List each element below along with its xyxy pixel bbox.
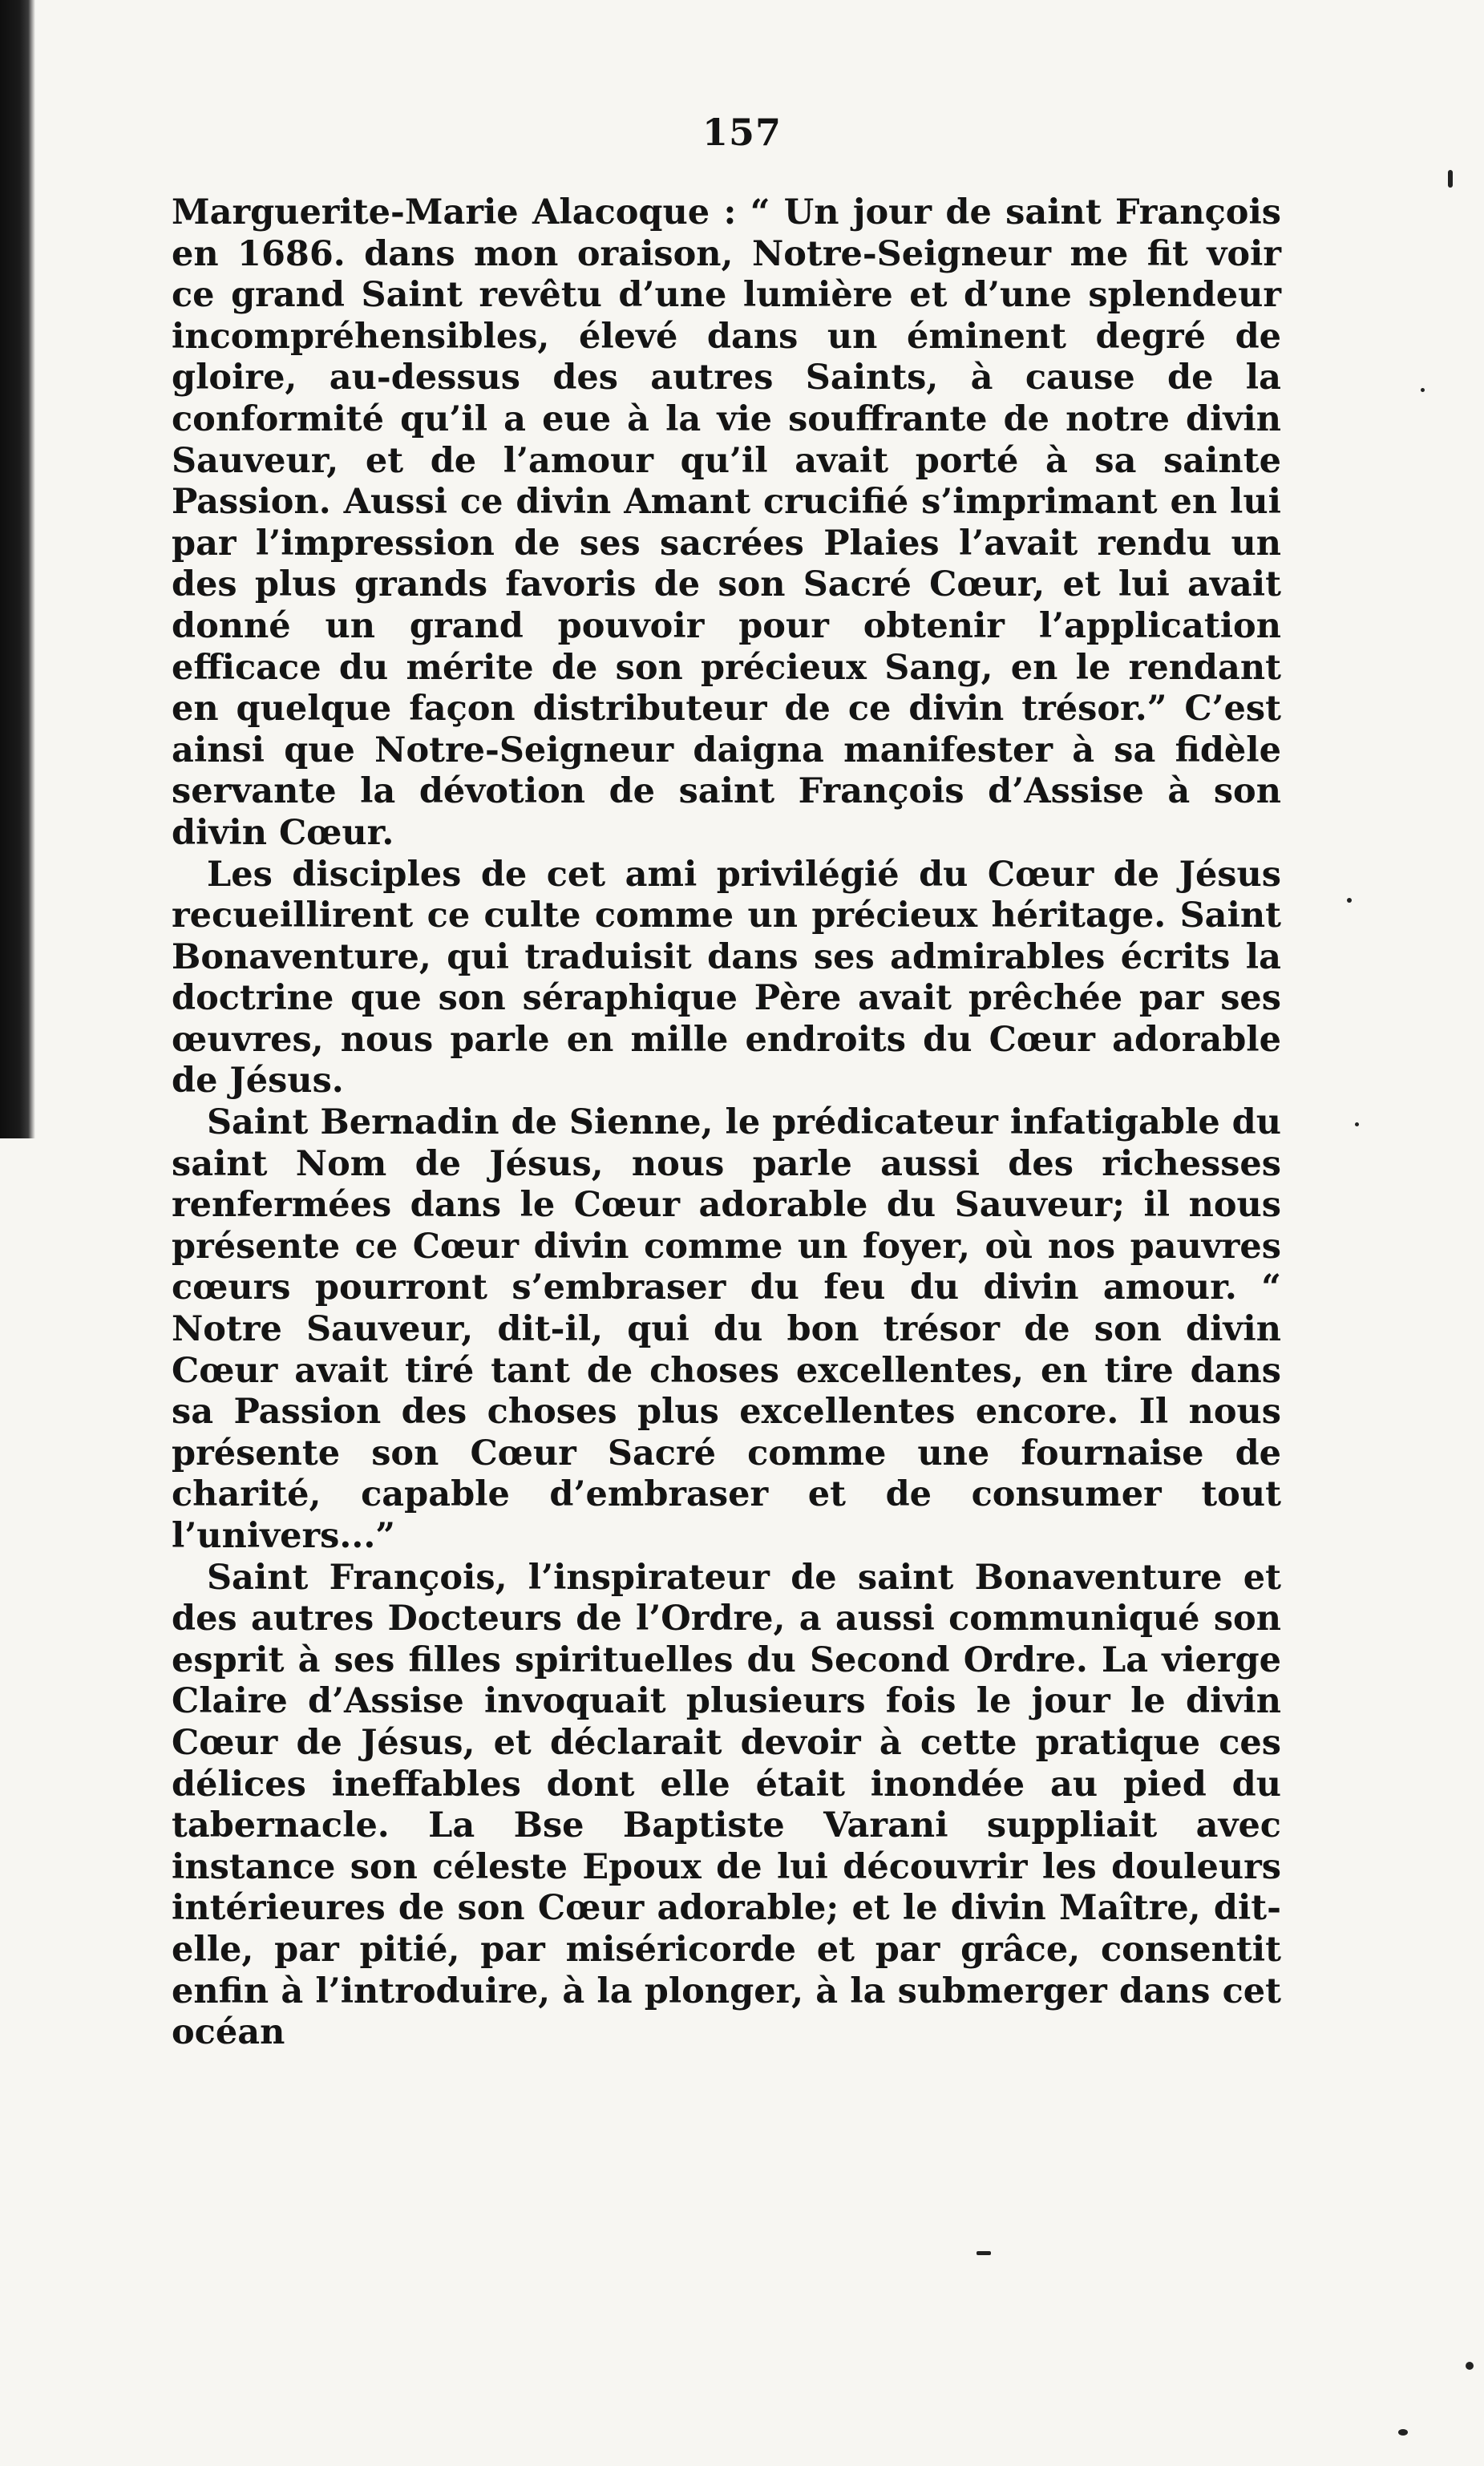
paragraph-4: Saint François, l’inspirateur de saint Bonaventure et des autres Docteurs de l’Ordre, a aussi communiqué son esprit à ses filles spirituelles du Second Ordre. La vierge Claire d’Assise invoquait plusieurs fois le jour le divin Cœur de Jésus, et déclarait devoir à cette pratique ces délices ineffables dont elle était inondée au pied du tabernacle. La Bse Baptiste Varani suppliait avec instance son céleste Epoux de lui découvrir les douleurs intérieures de son Cœur adorable; et le divin Maître, dit-elle, par pitié, par miséricorde et par grâce, consentit enfin à l’introduire, à la plonger, à la submerger dans cet océan	[172, 1557, 1281, 2053]
paragraph-3: Saint Bernadin de Sienne, le prédicateur infatigable du saint Nom de Jésus, nous parle aussi des richesses renfermées dans le Cœur adorable du Sauveur; il nous présente ce Cœur divin comme un foyer, où nos pauvres cœurs pourront s’embraser du feu du divin amour. “ Notre Sauveur, dit-il, qui du bon trésor de son divin Cœur avait tiré tant de choses excellentes, en tire dans sa Passion des choses plus excellentes encore. Il nous présente son Cœur Sacré comme une fournaise de charité, capable d’embraser et de consumer tout l’univers...”	[172, 1102, 1281, 1556]
scan-speck	[1398, 2429, 1408, 2436]
paragraph-2: Les disciples de cet ami privilégié du Cœur de Jésus recueillirent ce culte comme un précieux héritage. Saint Bonaventure, qui traduisit dans ses admirables écrits la doctrine que son séraphique Père avait prêchée par ses œuvres, nous parle en mille endroits du Cœur adorable de Jésus.	[172, 854, 1281, 1102]
scan-speck	[1355, 1122, 1359, 1126]
scan-speck	[1448, 170, 1453, 188]
paragraph-1: Marguerite-Marie Alacoque : “ Un jour de saint François en 1686. dans mon oraison, Notre-Seigneur me fit voir ce grand Saint revêtu d’une lumière et d’une splendeur incompréhensibles, élevé dans un éminent degré de gloire, au-dessus des autres Saints, à cause de la conformité qu’il a eue à la vie souffrante de notre divin Sauveur, et de l’amour qu’il avait porté à sa sainte Passion. Aussi ce divin Amant crucifié s’imprimant en lui par l’impression de ses sacrées Plaies l’avait rendu un des plus grands favoris de son Sacré Cœur, et lui avait donné un grand pouvoir pour obtenir l’application efficace du mérite de son précieux Sang, en le rendant en quelque façon distributeur de ce divin trésor.” C’est ainsi que Notre-Seigneur daigna manifester à sa fidèle servante la dévotion de saint François d’Assise à son divin Cœur.	[172, 192, 1281, 853]
scan-speck	[977, 2251, 991, 2255]
page-number: 157	[702, 111, 782, 154]
scan-speck	[1347, 898, 1352, 903]
scan-speck	[1466, 2362, 1474, 2370]
binding-edge	[0, 0, 35, 1138]
page-body	[172, 192, 1281, 2054]
scan-speck	[1421, 388, 1425, 392]
